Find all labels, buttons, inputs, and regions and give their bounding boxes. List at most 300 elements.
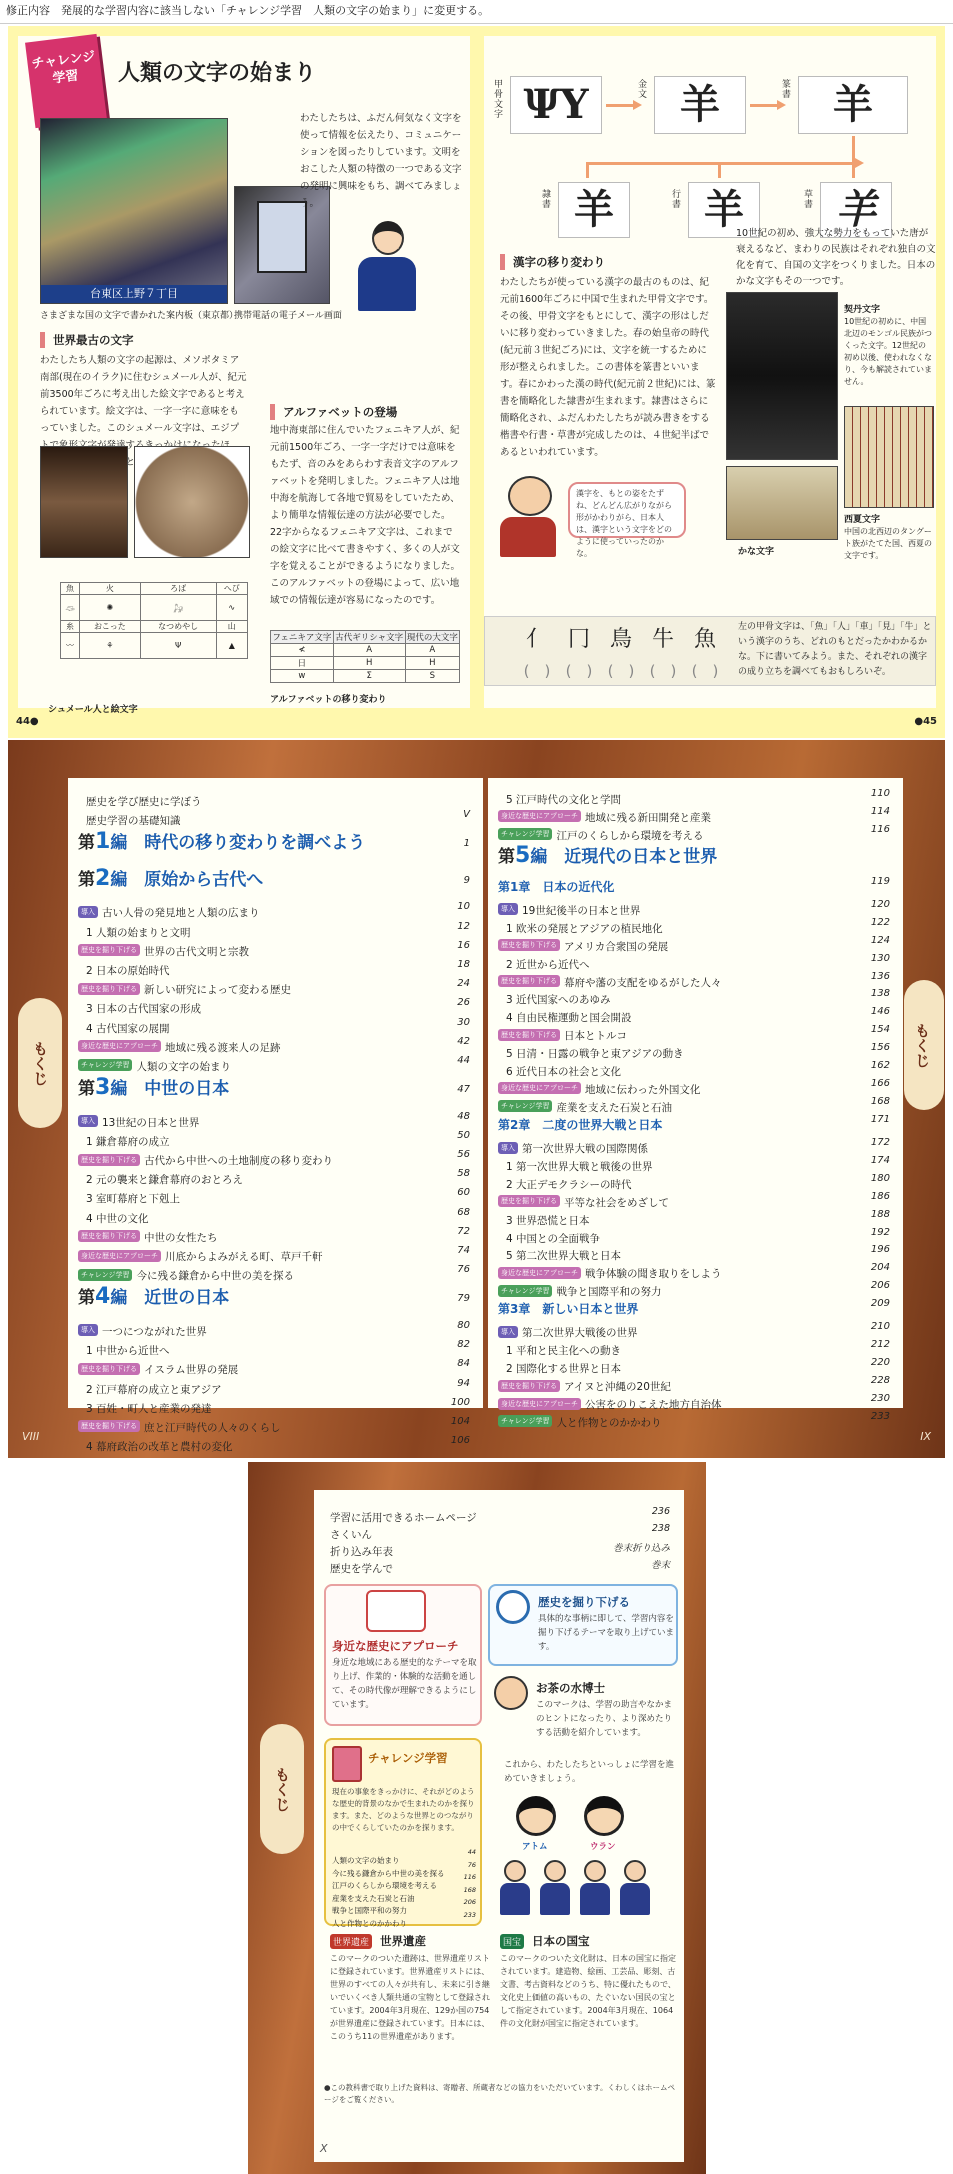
toc-page-number: 1 [463,838,470,850]
list-entry-page: 巻末折り込み [612,1543,670,1554]
glyph-label: 隷書 [542,190,552,210]
toc-page-number: 168 [870,1095,890,1107]
toc-page-number: 50 [457,1129,470,1141]
toc-entry-title: 4 自由民権運動と国会開設 [506,1012,632,1025]
khitan-caption: 契丹文字 [844,305,881,315]
toc-page-number: 204 [870,1262,890,1274]
list-entry-page: 236 [651,1506,670,1517]
list-entry-title: 歴史を学んで [330,1563,393,1575]
toc-tag: 導入 [498,1326,518,1338]
quiz-glyph: 鳥 [609,627,632,652]
section-kanji-heading: 漢字の移り変わり [500,254,605,270]
toc-entry[interactable] [498,1375,890,1393]
toc-part-title: 編 近世の日本 [110,1288,230,1309]
toc-entry-title: 地域に伝わった外国文化 [585,1083,701,1096]
toc-entry-title: 3 百姓・町人と産業の発達 [86,1402,212,1415]
heritage-tag: 世界遺産 [330,1934,372,1949]
toc-entry-title: 新しい研究によって変わる歴史 [144,984,291,997]
toc-entry[interactable] [498,935,890,953]
toc-entry-title: 人類の文字の始まり [136,1060,231,1073]
kana-caption: かな文字 [738,547,775,557]
toc-page-number: 119 [870,875,890,887]
board-caption: さまざまな国の文字で書かれた案内板（東京都） [40,311,239,321]
toc-part-prefix: 第 [498,846,515,867]
list-entry[interactable] [330,1540,670,1557]
mokuji-label-left: もくじ [18,998,62,1128]
toc-entry-title: 今に残る鎌倉から中世の美を探る [136,1270,294,1283]
toc-entry-title: アメリカ合衆国の発展 [564,940,669,953]
toc-entry[interactable] [498,1209,890,1227]
toc-part-heading [78,829,366,855]
toc-entry-title: 4 中世の文化 [86,1212,149,1225]
toc-entry[interactable] [498,1298,890,1321]
teacher-figure [358,221,418,313]
toc-entry[interactable] [78,809,470,828]
glyph-connector [852,162,855,178]
toc-tag: 歴史を掘り下げる [498,975,560,987]
toc-page-number: 9 [463,874,470,886]
toc-entry[interactable] [498,842,890,876]
toc-entry[interactable] [498,1024,890,1042]
clay-tablet-photo [134,446,250,558]
hieroglyph-table: 魚 火 ろば へび 𓆛 ✺ 𓃗 ∿ 糸 おこった なつめやし 山 〰 ⚘ Ψ ▲ [60,582,248,659]
toc-entry[interactable] [498,899,890,917]
national-treasure-text: このマークのついた文化財は、日本の国宝に指定されています。建造物、絵画、工芸品、彫刻、古文書、考古資料などのうち、特に優れたもので、文化史上価値の高いもの、たぐいない国民の宝として指定されています。2004年3月現在、1064件の文化財が国宝に指定されています。 [500,1954,676,2028]
toc-entry-title: 5 第二次世界大戦と日本 [506,1250,622,1263]
toc-entry-title: 1 第一次世界大戦と戦後の世界 [506,1160,653,1173]
toc-chapter: 第2章 二度の世界大戦と日本 [498,1117,663,1132]
toc-entry[interactable] [498,1006,890,1024]
toc-entry-title: 世界の古代文明と宗教 [144,945,249,958]
toc-tag: 歴史を掘り下げる [78,1420,140,1432]
toc-entry[interactable] [498,1321,890,1339]
page-number-right: IX [920,1430,931,1443]
toc-page-number: 110 [870,788,890,799]
list-entry[interactable] [330,1523,670,1540]
toc-entry-title: 2 江戸幕府の成立と東アジア [86,1383,222,1396]
approach-box-text: 身近な地域にある歴史的なテーマを取り上げ、作業的・体験的な活動を通して、その時代像が理解できるようにしています。 [332,1658,477,1710]
toc-entry[interactable] [498,1411,890,1429]
toc-page-number: 138 [870,988,890,1000]
glyph-oracle: ΨΥ [510,76,602,134]
list-entry-page: 巻末 [650,1560,670,1571]
toc-entry-title: 一つにつながれた世界 [102,1325,207,1338]
toc-entry[interactable] [78,1283,470,1319]
toc-entry[interactable] [78,1397,470,1416]
toc-entry[interactable] [498,988,890,1006]
toc-entry-title: 地域に残る渡来人の足跡 [165,1041,281,1054]
toc-tag: 導入 [498,1142,518,1154]
mokuji-label-right: もくじ [904,980,944,1110]
toc-entry-title: 6 近代日本の社会と文化 [506,1066,622,1079]
toc-entry[interactable] [78,1264,470,1283]
revision-note: 修正内容 発展的な学習内容に該当しない「チャレンジ学習 人類の文字の始まり」に変更する。 [0,0,953,24]
toc-tag: 身近な歴史にアプローチ [498,1267,581,1279]
toc-part-number: 5 [515,842,531,868]
toc-entry-title: 3 室町幕府と下剋上 [86,1193,181,1206]
toc-part-number: 2 [95,865,111,891]
section-oldest-writing-text: わたしたち人類の文字の起源は、メソポタミア南部(現在のイラク)に住むシュメール人が、紀元前3500年ごろに考え出した絵文字であると考えられています。絵文字は、一字一字に意味をもっていました。このシュメール文字は、エジプ 達する と [40,355,247,468]
toc-entry-title: 産業を支えた石炭と石油 [556,1101,672,1114]
khitan-text: 10世紀の初めに、中国北辺のモンゴル民族がつくった文字。12世紀の初め以後、使われなくなり、今も解読されていません。 [844,317,932,386]
toc-page-number: 10 [457,901,470,913]
toc-entry[interactable] [498,953,890,971]
uran-label: ウラン [590,1842,616,1852]
page-x [248,1462,706,2174]
toc-part-title: 編 時代の移り変わりを調べよう [110,833,366,854]
toc-page-number: 58 [457,1168,470,1180]
list-entry-title: 今に残る鎌倉から中世の美を探る [332,1868,445,1878]
toc-entry-title: 19世紀後半の日本と世界 [522,904,641,917]
toc-entry-title: 公害をのりこえた地方自治体 [585,1399,722,1412]
toc-entry[interactable] [498,1096,890,1114]
toc-entry[interactable] [78,901,470,920]
toc-entry-title: 4 古代国家の展開 [86,1022,170,1035]
toc-entry-title: 5 日清・日露の戦争と東アジアの動き [506,1048,684,1061]
toc-page-number: 228 [870,1375,890,1387]
hiero-cell: ろば [140,583,216,595]
toc-tag: チャレンジ学習 [498,1100,552,1112]
toc-entry[interactable] [498,1357,890,1375]
toc-page-number: 104 [450,1415,470,1427]
toc-entry-title: 第二次世界大戦後の世界 [522,1327,638,1340]
student-figure [580,1860,610,1916]
toc-entry[interactable] [78,959,470,978]
toc-entry[interactable] [78,1339,470,1358]
toc-entry[interactable] [498,1262,890,1280]
toc-page-number: 84 [457,1358,470,1370]
page-number-left: VIII [22,1430,40,1443]
toc-page-number: 72 [457,1225,470,1237]
student-figure [500,1860,530,1916]
toc-tag: 身近な歴史にアプローチ [78,1040,161,1052]
toc-entry-title: 2 国際化する世界と日本 [506,1363,622,1376]
toc-entry[interactable] [78,1074,470,1110]
list-entry-page: 44 [467,1848,476,1856]
list-entry[interactable] [330,1506,670,1523]
toc-tag: 導入 [78,1115,98,1127]
toc-entry-title: 平等な社会をめざして [564,1196,669,1209]
page-number-right: ●45 [914,716,937,727]
alpha-cell: 日 [271,657,334,670]
toc-entry[interactable] [78,997,470,1016]
alpha-head: 古代ギリシャ文字 [333,631,405,644]
professor-box-text: このマークは、学習の助言やなかまのヒントになったり、より深めたりする活動を紹介しています。 [536,1700,673,1738]
list-entry-title: 江戸のくらしから環境を考える [332,1881,437,1890]
hiero-cell: 山 [216,621,247,633]
toc-entry[interactable] [78,790,470,809]
toc-entry[interactable] [78,1416,470,1435]
list-entry-title: 折り込み年表 [330,1546,393,1558]
phone-caption: 携帯電話の電子メール画面 [234,311,342,321]
toc-page-number: 210 [870,1321,890,1333]
glyph-connector [718,162,721,178]
khitan-photo [726,292,838,460]
toc-entry-title: 中世の女性たち [144,1231,218,1244]
hieroglyph-caption: シュメール人と絵文字 [48,705,138,715]
toc-entry[interactable] [498,824,890,842]
toc-tag: 歴史を掘り下げる [78,1363,140,1375]
glyph-seal: 羊 [798,76,908,134]
toc-entry[interactable] [498,1227,890,1245]
professor-box-sub: これから、わたしたちといっしょに学習を進めていきましょう。 [504,1760,675,1784]
toc-entry[interactable] [498,1137,890,1155]
toc-entry[interactable] [498,788,890,806]
toc-entry[interactable] [498,1114,890,1137]
toc-entry[interactable] [78,1036,470,1055]
list-entry-page: 233 [463,1910,476,1919]
toc-part-prefix: 第 [78,833,95,854]
toc-tag: 身近な歴史にアプローチ [498,810,581,822]
toc-page-number: 44 [457,1054,470,1066]
alphabet-table [270,630,460,683]
toc-tag: チャレンジ学習 [498,1285,552,1297]
toc-entry[interactable] [498,1173,890,1191]
xixia-caption: 西夏文字 [844,515,881,525]
toc-tag: 歴史を掘り下げる [78,944,140,956]
national-treasure-tag: 国宝 [500,1934,524,1949]
toc-page-number: 209 [870,1298,890,1310]
board-sign: 台東区上野７丁目 [41,285,227,303]
toc-entry-title: 戦争体験の聞き取りをしよう [585,1268,722,1281]
page-title: 人類の文字の始まり [118,61,317,86]
toc-entry-title: 2 日本の原始時代 [86,964,170,977]
toc-entry[interactable] [78,865,470,901]
toc-entry[interactable] [78,1207,470,1226]
toc-part-prefix: 第 [78,1079,95,1100]
toc-tag: 歴史を掘り下げる [498,1195,560,1207]
toc-tag: 歴史を掘り下げる [498,1380,560,1392]
toc-entry[interactable] [78,1226,470,1245]
toc-part-title: 編 中世の日本 [110,1079,230,1100]
toc-entry[interactable] [498,806,890,824]
toc-page-number: 120 [870,898,890,910]
toc-page-number: 136 [870,970,890,982]
toc-part-heading [78,1075,230,1101]
toc-part-number: 3 [95,1075,111,1101]
toc-entry-title: 1 平和と民主化への動き [506,1345,622,1358]
atom-label: アトム [522,1842,548,1852]
toc-entry-title: 地域に残る新田開発と産業 [585,811,711,824]
xixia-photo-2 [844,406,934,508]
glyph-semicursive: 羊 [688,182,760,238]
toc-entry-title: 1 人類の始まりと文明 [86,926,191,939]
section-alphabet-text: 地中海東部に住んでいたフェニキア人が、紀元前1500年ごろ、一字一字だけでは意味をもたず、音のみをあらわす表音文字のアルファベットを発明しました。フェニキア人は地中海を航海して各地で貿易をしていたため、より簡単な情報伝達の方法が必要でした。22字からなるフェニキア文字は、これまでの絵文字に比べて書きやすく、多くの人が文字を覚えることができるようになりました。このアルファベットの登場によって、広い地域での情報伝達が容易になったのです。 [270,425,461,606]
toc-part-number: 1 [95,829,111,855]
toc-page-number: 172 [870,1137,890,1149]
toc-entry[interactable] [498,1078,890,1096]
toc-tag: 歴史を掘り下げる [78,983,140,995]
toc-page-number: 196 [870,1244,890,1256]
toc-page-number: 80 [457,1319,470,1331]
glyph-cursive: 羊 [820,182,892,238]
toc-entry-title: 日本とトルコ [564,1030,627,1043]
list-entry-page: 206 [463,1898,476,1906]
toc-page-number: 114 [870,805,890,817]
toc-page-number: 122 [870,916,890,928]
toc-tag: 歴史を掘り下げる [498,939,560,951]
toc-entry-title: イスラム世界の発展 [144,1364,239,1377]
toc-page-number: 18 [457,958,470,970]
section-kanji-text: わたしたちが使っている漢字の最古のものは、紀元前1600年ごろに中国で生まれた甲骨文字です。その後、甲骨文字をもとにして、漢字の形はしだいに移り変わっていきました。春の始皇帝の時代(紀元前３世紀ごろ)には、文字を統一するために形が整えられました。この書体を篆書といいます。春にかわった漢の時代(紀元前２世紀)には、篆書を簡略化した隷書が生まれます。隷書はさらに簡略化され、ふだんわたしたちが読み書きをする楷書や行書・草書が完成したのは、４世紀半ばであるといわれています。 [500,277,716,458]
toc-page-number: 106 [450,1435,470,1447]
toc-entry-title: 4 幕府政治の改革と農村の変化 [86,1441,233,1454]
toc-part-prefix: 第 [78,869,95,890]
alpha-cell: A [333,644,405,657]
toc-entry[interactable] [498,1060,890,1078]
toc-page-number: 94 [457,1377,470,1389]
glyph-label: 金文 [638,80,648,100]
list-entry[interactable] [330,1557,670,1574]
professor-box-title: お茶の水博士 [536,1681,605,1695]
alpha-cell: Σ [333,670,405,683]
alpha-cell: S [405,670,459,683]
toc-entry[interactable] [78,1320,470,1339]
glyph-label: 草書 [804,190,814,210]
toc-page-number: 212 [870,1339,890,1351]
list-entry-page: 238 [651,1523,670,1534]
toc-page-number: 16 [457,939,470,951]
kana-intro-text: 10世紀の初め、強大な勢力をもっていた唐が衰えるなど、まわりの民族はそれぞれ独自の文化を育て、自国の文字をつくりました。日本のかな文字もその一つです。 [736,228,936,287]
toc-part-title: 編 原始から古代へ [110,869,264,890]
toc-entry-title: 戦争と国際平和の努力 [556,1286,662,1299]
toc-part-heading [78,865,264,891]
toc-entry[interactable] [498,1191,890,1209]
list-entry-title: 産業を支えた石炭と石油 [332,1893,415,1903]
toc-entry[interactable] [78,1168,470,1187]
toc-entry[interactable] [78,940,470,959]
toc-page-number: 48 [457,1110,470,1122]
toc-entry-title: 人と作物とのかかわり [556,1416,662,1429]
toc-entry[interactable] [498,1155,890,1173]
toc-entry[interactable] [78,1055,470,1074]
toc-entry[interactable] [78,1187,470,1206]
toc-entry[interactable] [78,828,470,864]
hiero-cell: へび [216,583,247,595]
toc-entry-title: 2 元の襲来と鎌倉幕府のおとろえ [86,1174,244,1187]
toc-entry-title: 3 世界恐慌と日本 [506,1214,590,1227]
toc-entry-title: 歴史学習の基礎知識 [86,815,181,828]
student-figure [540,1860,570,1916]
glyph-connector [586,162,856,165]
toc-page-number: 220 [870,1357,890,1369]
alpha-cell: H [333,657,405,670]
toc-chapter: 第3章 新しい日本と世界 [498,1302,639,1317]
toc-entry[interactable] [498,1042,890,1060]
toc-page-number: 26 [457,997,470,1009]
toc-entry-title: 1 欧米の発展とアジアの植民地化 [506,922,663,935]
toc-tag: 身近な歴史にアプローチ [498,1398,581,1410]
toc-page-number: 192 [870,1226,890,1238]
toc-entry-title: アイヌと沖縄の20世紀 [564,1381,671,1394]
alpha-cell: ≮ [271,644,334,657]
toc-entry[interactable] [78,1149,470,1168]
toc-page-number: 74 [457,1245,470,1257]
toc-part-number: 4 [95,1284,111,1310]
toc-entry[interactable] [498,917,890,935]
toc-page-number: 76 [457,1264,470,1276]
quiz-answer-boxes: ( ) ( ) ( ) ( ) ( ) [523,662,719,680]
toc-page-number: 79 [457,1293,470,1305]
toc-page-number: 206 [870,1280,890,1292]
toc-page-number: 124 [870,934,890,946]
toc-page-number: 146 [870,1006,890,1018]
toc-entry-title: 4 中国との全面戦争 [506,1232,601,1245]
quiz-text: 左の甲骨文字は、「魚」「人」「車」「見」「牛」という漢字のうち、どれのもとだったかわかるかな。下に書いてみよう。また、それぞれの漢字の成り立ちを調べてもおもしろいぞ。 [738,622,932,677]
toc-page-number: 30 [457,1016,470,1028]
toc-entry-title: 江戸のくらしから環境を考える [556,829,704,842]
toc-entry[interactable] [78,978,470,997]
toc-entry[interactable] [78,921,470,940]
list-entry-title: 学習に活用できるホームページ [330,1512,477,1524]
toc-page-number: 42 [457,1035,470,1047]
magnifier-icon [496,1590,530,1624]
list-entry-page: 168 [463,1885,476,1894]
toc-entry[interactable] [78,1435,470,1454]
xixia-photo [726,466,838,540]
toc-entry[interactable] [78,1358,470,1377]
toc-entry[interactable] [78,1130,470,1149]
toc-page-number: 24 [457,978,470,990]
toc-entry-title: 2 大正デモクラシーの時代 [506,1178,632,1191]
toc-entry[interactable] [498,1393,890,1411]
toc-page-number: 82 [457,1339,470,1351]
notebook-icon [366,1590,426,1632]
toc-part-heading [78,1284,230,1310]
toc-entry-title: 5 江戸時代の文化と学問 [506,794,622,806]
toc-entry[interactable] [498,1280,890,1298]
quiz-glyph: 牛 [651,627,674,652]
toc-entry[interactable] [498,876,890,899]
toc-entry[interactable] [498,971,890,989]
heritage-title: 世界遺産 [380,1934,426,1948]
toc-tag: チャレンジ学習 [498,1415,552,1427]
glyph-arrow [606,104,634,107]
alpha-head: 現代の大文字 [405,631,459,644]
toc-tag: チャレンジ学習 [498,828,552,840]
textbook-spread-44-45 [8,26,945,738]
toc-entry[interactable] [78,1245,470,1264]
intro-text: わたしたちは、ふだん何気なく文字を使って情報を伝えたり、コミュニケーションを図ったりしています。文明をおこした人類の特徴の一つである文字の発明に興味をもち、調べてみましょう。 [300,113,462,209]
glyph-clerical: 羊 [558,182,630,238]
toc-part-prefix: 第 [78,1288,95,1309]
toc-entry[interactable] [78,1017,470,1036]
hiero-cell: 糸 [61,621,80,633]
toc-page-number: 174 [870,1154,890,1166]
toc-page-number: 230 [870,1393,890,1405]
toc-page-number: 116 [870,823,890,835]
toc-entry-title: 2 近世から近代へ [506,958,590,971]
toc-tag: 導入 [78,1324,98,1336]
toc-entry[interactable] [498,1339,890,1357]
quiz-glyph: 冂 [567,627,590,652]
alpha-cell: w [271,670,334,683]
toc-page-number: 166 [870,1077,890,1089]
page-number: X [320,2142,328,2155]
hiero-cell: なつめやし [140,621,216,633]
toc-entry[interactable] [78,1378,470,1397]
book-icon [332,1746,362,1782]
toc-entry-title: 13世紀の日本と世界 [102,1116,200,1129]
toc-tag: チャレンジ学習 [78,1059,132,1071]
national-treasure-title: 日本の国宝 [532,1934,590,1948]
toc-entry[interactable] [78,1111,470,1130]
list-entry-title: さくいん [330,1529,372,1541]
toc-entry[interactable] [498,1244,890,1262]
challenge-box-text: 現在の事象をきっかけに、それがどのような歴史的背景のなかで生まれたのかを探ります。また、どのような世界とのつながりの中でくらしていたのかを探ります。 [332,1787,475,1832]
approach-box-title: 身近な歴史にアプローチ [332,1639,459,1653]
hiero-cell: 魚 [61,583,80,595]
